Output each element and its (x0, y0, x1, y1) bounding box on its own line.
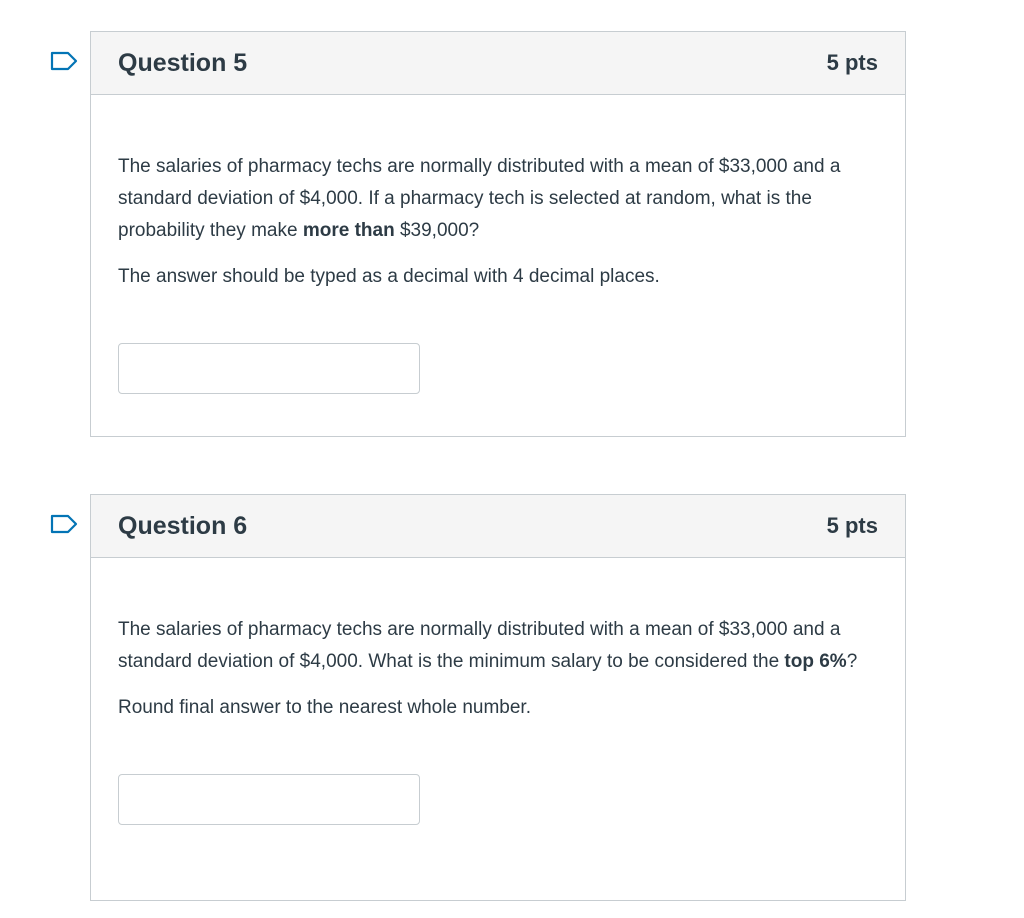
question-text (118, 614, 878, 678)
question-points: 5 pts (826, 50, 878, 75)
question-title: Question 5 (118, 48, 248, 77)
question-text-part: $39,000? (394, 220, 480, 241)
question-6-header (91, 495, 905, 558)
answer-input-question-5[interactable] (118, 343, 420, 394)
question-text-emphasis: more than (302, 220, 395, 241)
question-text (118, 151, 878, 247)
question-text-part: The salaries of pharmacy techs are normally distributed with a mean of $33,000 and a standard deviation of $4,000. If a pharmacy tech is selected at random, what is the probability they make (118, 156, 841, 241)
flag-question-6-button[interactable] (50, 514, 78, 534)
question-6-body (91, 558, 905, 825)
question-text-part: The salaries of pharmacy techs are normally distributed with a mean of $33,000 and a standard deviation of $4,000. What is the minimum salary to be considered the (118, 619, 841, 672)
flag-question-5-button[interactable] (50, 51, 78, 71)
question-instruction: The answer should be typed as a decimal with 4 decimal places. (118, 266, 660, 287)
question-text-emphasis: top 6% (784, 651, 847, 672)
question-instruction: Round final answer to the nearest whole number. (118, 697, 531, 718)
question-title: Question 6 (118, 511, 248, 540)
bookmark-flag-icon (50, 51, 78, 71)
question-text-part: ? (846, 651, 858, 672)
question-6-card (90, 494, 906, 901)
question-5-header (91, 32, 905, 95)
question-5-body (91, 95, 905, 394)
answer-input-question-6[interactable] (118, 774, 420, 825)
bookmark-flag-icon (50, 514, 78, 534)
question-points: 5 pts (826, 513, 878, 538)
question-5-card (90, 31, 906, 437)
